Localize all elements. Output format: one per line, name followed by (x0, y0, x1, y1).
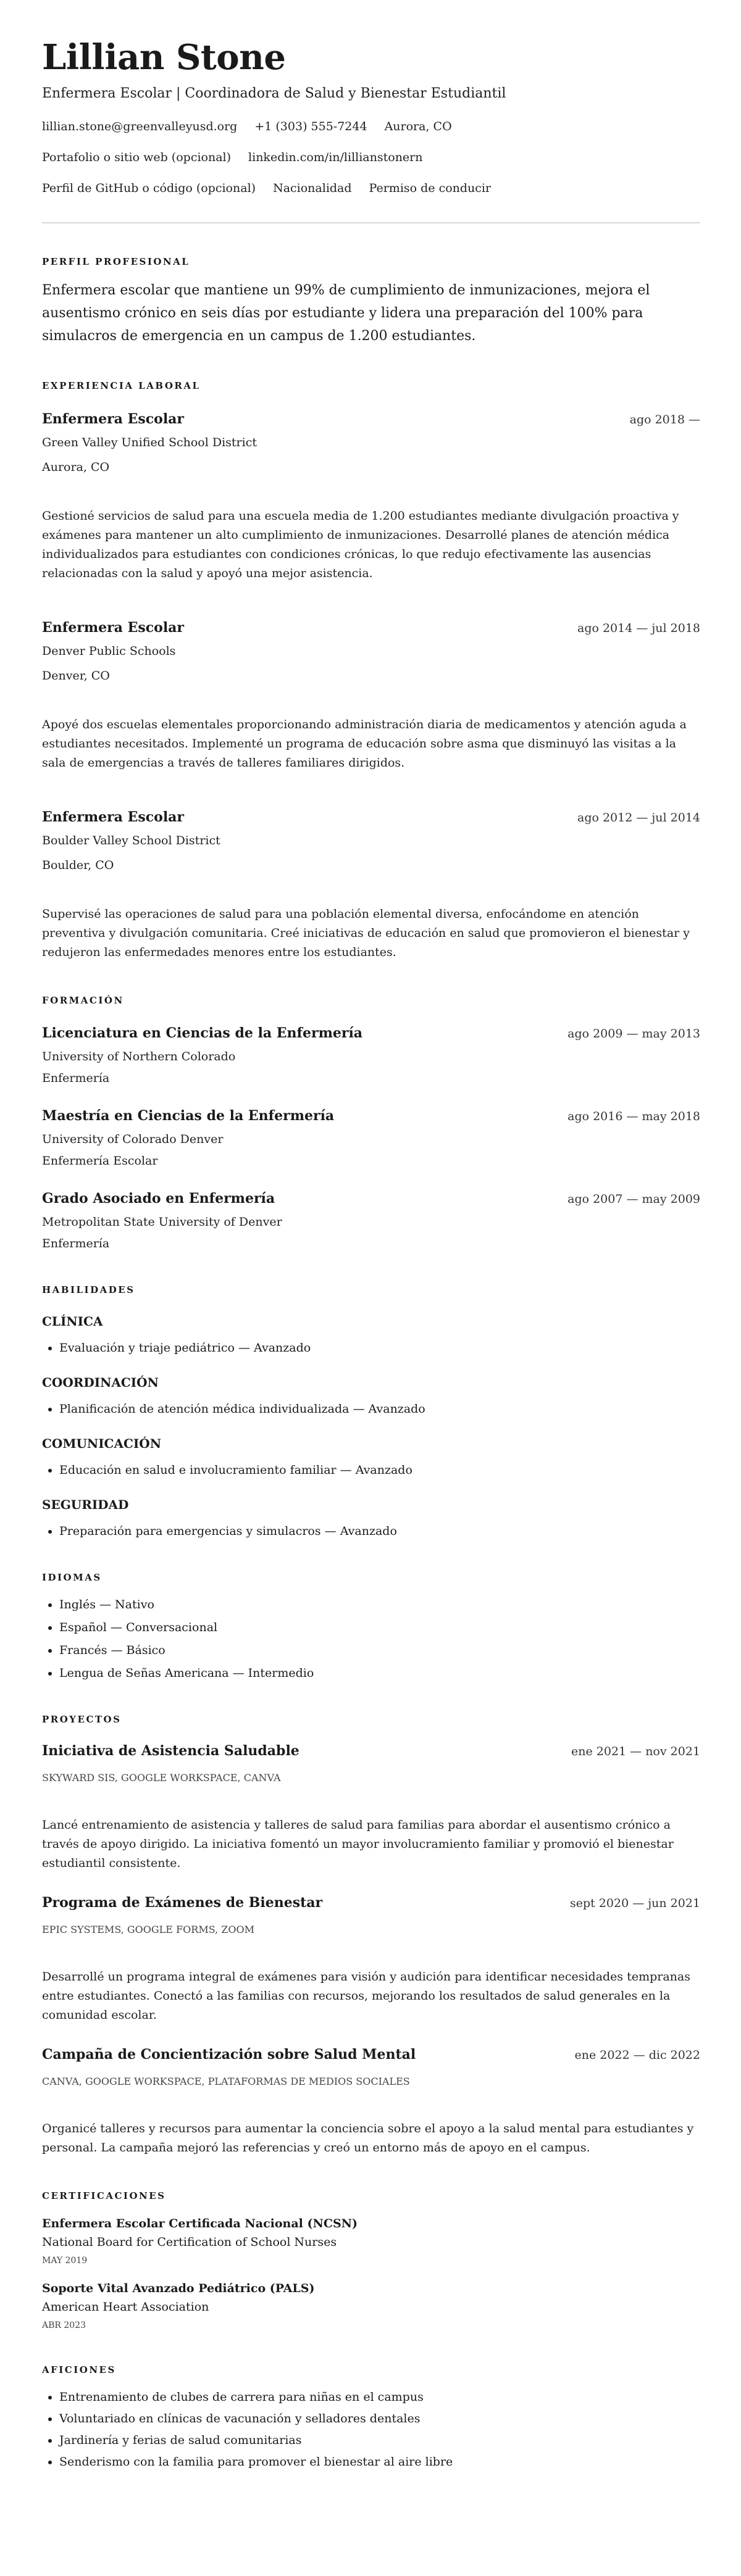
portfolio-link[interactable]: Portafolio o sitio web (opcional) (42, 151, 232, 164)
candidate-headline: Enfermera Escolar | Coordinadora de Salud y Bienestar Estudiantil (42, 86, 506, 101)
item-title: Campaña de Concientización sobre Salud Mental (42, 2046, 416, 2063)
job-entry (42, 808, 700, 962)
job-description: Supervisé las operaciones de salud para una población elemental diversa, enfocándome en atención preventiva y divulgación comunitaria. Creé iniciativas de educación en salud que promovieron el bienestar y redujeron las enfermedades menores entre los estudiantes. (42, 907, 690, 959)
item-title: Iniciativa de Asistencia Saludable (42, 1743, 299, 1759)
skill-list (42, 1462, 700, 1478)
experience-section (42, 380, 700, 962)
education-section (42, 994, 700, 1252)
project-tech: CANVA, GOOGLE WORKSPACE, PLATAFORMAS DE MEDIOS SOCIALES (42, 2075, 410, 2087)
field-of-study: Enfermería (42, 1237, 110, 1250)
phone[interactable]: +1 (303) 555-7244 (254, 120, 367, 133)
contact-row (42, 119, 700, 134)
skill-item: • Preparación para emergencias y simulacros — Avanzado (59, 1523, 700, 1539)
education-entry (42, 1107, 700, 1169)
skills-section (42, 1284, 700, 1539)
skill-item: • Evaluación y triaje pediátrico — Avanzado (59, 1340, 700, 1356)
item-title: Enfermera Escolar (42, 809, 185, 825)
skill-item: • Educación en salud e involucramiento familiar — Avanzado (59, 1462, 700, 1478)
section-heading: FORMACIÓN (42, 995, 124, 1006)
item-header (42, 1107, 700, 1126)
nationality: Nacionalidad (273, 181, 352, 195)
skill-group-heading: SEGURIDAD (42, 1497, 129, 1512)
resume-header (42, 37, 700, 196)
item-date: sept 2020 — jun 2021 (569, 1897, 700, 1910)
item-header (42, 2045, 700, 2064)
project-description: Desarrollé un programa integral de exámenes para visión y audición para identificar necesidades tempranas entre estudiantes. Conectó a las familias con recursos, mejorando los resultados de salud generales en la comunidad escolar. (42, 1970, 691, 2022)
item-title: Maestría en Ciencias de la Enfermería (42, 1108, 335, 1124)
education-entry (42, 1189, 700, 1252)
item-date: ago 2018 — (629, 413, 700, 426)
job-description: Apoyé dos escuelas elementales proporcionando administración diaria de medicamentos y atención aguda a estudiantes necesitados. Implementé un programa de educación sobre asma que disminuyó las visitas a la sala de emergencias a través de talleres familiares dirigidos. (42, 718, 687, 770)
item-header (42, 1893, 700, 1913)
item-title: Licenciatura en Ciencias de la Enfermería (42, 1025, 363, 1041)
location: Aurora, CO (384, 120, 452, 133)
item-date: ene 2021 — nov 2021 (571, 1745, 700, 1758)
section-heading: HABILIDADES (42, 1284, 135, 1295)
project-description: Organicé talleres y recursos para aumentar la conciencia sobre el apoyo a la salud mental para estudiantes y personal. La campaña mejoró las referencias y creó un entorno más de apoyo en el campus. (42, 2122, 694, 2154)
item-header (42, 410, 700, 429)
project-description: Lancé entrenamiento de asistencia y talleres de salud para familias para abordar el ausentismo crónico a través de apoyo dirigido. La iniciativa fomentó un mayor involucramiento familiar y promovió el bienestar estudiantil consistente. (42, 1818, 674, 1870)
section-heading: EXPERIENCIA LABORAL (42, 380, 201, 391)
hobbies-section (42, 2364, 700, 2470)
item-title: Programa de Exámenes de Bienestar (42, 1895, 323, 1911)
school-name: University of Northern Colorado (42, 1050, 236, 1063)
item-title: Enfermera Escolar (42, 620, 185, 636)
item-date: ago 2016 — may 2018 (567, 1110, 700, 1123)
section-heading: AFICIONES (42, 2364, 116, 2375)
certification-entry (42, 2280, 700, 2332)
project-entry (42, 2045, 700, 2158)
project-entry (42, 1893, 700, 2025)
school-name: Metropolitan State University of Denver (42, 1215, 282, 1229)
certification-date: ABR 2023 (42, 2320, 86, 2330)
candidate-name: Lillian Stone (42, 37, 286, 78)
item-title: Enfermera Escolar (42, 411, 185, 427)
header-divider (42, 222, 700, 223)
email[interactable]: lillian.stone@greenvalleyusd.org (42, 120, 238, 133)
hobbies-list (42, 2389, 700, 2470)
job-company: Green Valley Unified School District (42, 436, 257, 449)
field-of-study: Enfermería (42, 1071, 110, 1085)
item-header (42, 1189, 700, 1208)
skill-group-heading: COMUNICACIÓN (42, 1436, 161, 1451)
skill-list (42, 1401, 700, 1417)
section-heading: CERTIFICACIONES (42, 2190, 166, 2201)
education-entry (42, 1024, 700, 1086)
school-name: University of Colorado Denver (42, 1132, 224, 1146)
job-company: Denver Public Schools (42, 644, 176, 658)
languages-section (42, 1571, 700, 1681)
item-title: Grado Asociado en Enfermería (42, 1190, 275, 1207)
job-location: Aurora, CO (42, 460, 110, 474)
language-item: • Francés — Básico (59, 1642, 700, 1658)
job-entry (42, 410, 700, 583)
certification-title: Enfermera Escolar Certificada Nacional (NCSN) (42, 2217, 358, 2230)
project-tech: EPIC SYSTEMS, GOOGLE FORMS, ZOOM (42, 1924, 255, 1935)
item-date: ene 2022 — dic 2022 (574, 2048, 700, 2062)
field-of-study: Enfermería Escolar (42, 1154, 158, 1168)
item-date: ago 2009 — may 2013 (567, 1027, 700, 1041)
job-description: Gestioné servicios de salud para una escuela media de 1.200 estudiantes mediante divulgación proactiva y exámenes para mantener un alto cumplimiento de inmunizaciones. Desarrollé planes de atención médica individualizados para estudiantes con condiciones crónicas, lo que redujo efectivamente las ausencias relacionadas con la salud y apoyó una mejor asistencia. (42, 509, 679, 580)
languages-list (42, 1597, 700, 1681)
projects-section (42, 1713, 700, 2158)
project-tech: SKYWARD SIS, GOOGLE WORKSPACE, CANVA (42, 1772, 281, 1784)
language-item: • Español — Conversacional (59, 1619, 700, 1635)
language-item: • Lengua de Señas Americana — Intermedio (59, 1665, 700, 1681)
skill-group-heading: COORDINACIÓN (42, 1375, 159, 1390)
skill-list (42, 1523, 700, 1539)
certification-date: MAY 2019 (42, 2256, 88, 2266)
item-date: ago 2012 — jul 2014 (577, 811, 700, 825)
item-date: ago 2014 — jul 2018 (577, 621, 700, 635)
summary-text: Enfermera escolar que mantiene un 99% de cumplimiento de inmunizaciones, mejora el ausentismo crónico en seis días por estudiante y lidera una preparación del 100% para simulacros de emergencia en un campus de 1.200 estudiantes. (42, 283, 650, 344)
hobby-item: • Voluntariado en clínicas de vacunación y selladores dentales (59, 2411, 700, 2427)
skill-list (42, 1340, 700, 1356)
section-heading: PERFIL PROFESIONAL (42, 256, 190, 267)
contact-row (42, 181, 700, 196)
certification-title: Soporte Vital Avanzado Pediátrico (PALS) (42, 2282, 315, 2295)
github-link[interactable]: Perfil de GitHub o código (opcional) (42, 181, 256, 195)
item-header (42, 1024, 700, 1043)
section-heading: PROYECTOS (42, 1714, 122, 1725)
job-location: Denver, CO (42, 669, 110, 683)
section-heading: IDIOMAS (42, 1572, 102, 1583)
project-entry (42, 1742, 700, 1873)
hobby-item: • Entrenamiento de clubes de carrera para niñas en el campus (59, 2389, 700, 2405)
certifications-section (42, 2190, 700, 2332)
certification-issuer: American Heart Association (42, 2300, 209, 2314)
hobby-item: • Jardinería y ferias de salud comunitarias (59, 2432, 700, 2448)
language-item: • Inglés — Nativo (59, 1597, 700, 1613)
item-date: ago 2007 — may 2009 (567, 1192, 700, 1206)
contact-row (42, 150, 700, 165)
item-header (42, 1742, 700, 1761)
skill-item: • Planificación de atención médica individualizada — Avanzado (59, 1401, 700, 1417)
drivers-license: Permiso de conducir (369, 181, 492, 195)
certification-entry (42, 2216, 700, 2267)
hobby-item: • Senderismo con la familia para promover el bienestar al aire libre (59, 2454, 700, 2470)
item-header (42, 808, 700, 827)
job-company: Boulder Valley School District (42, 834, 220, 847)
summary-section (42, 256, 700, 347)
linkedin-link[interactable]: linkedin.com/in/lillianstonern (248, 151, 423, 164)
skill-group-heading: CLÍNICA (42, 1314, 103, 1329)
item-header (42, 618, 700, 638)
certification-issuer: National Board for Certification of School Nurses (42, 2235, 337, 2249)
job-location: Boulder, CO (42, 858, 114, 872)
job-entry (42, 618, 700, 773)
